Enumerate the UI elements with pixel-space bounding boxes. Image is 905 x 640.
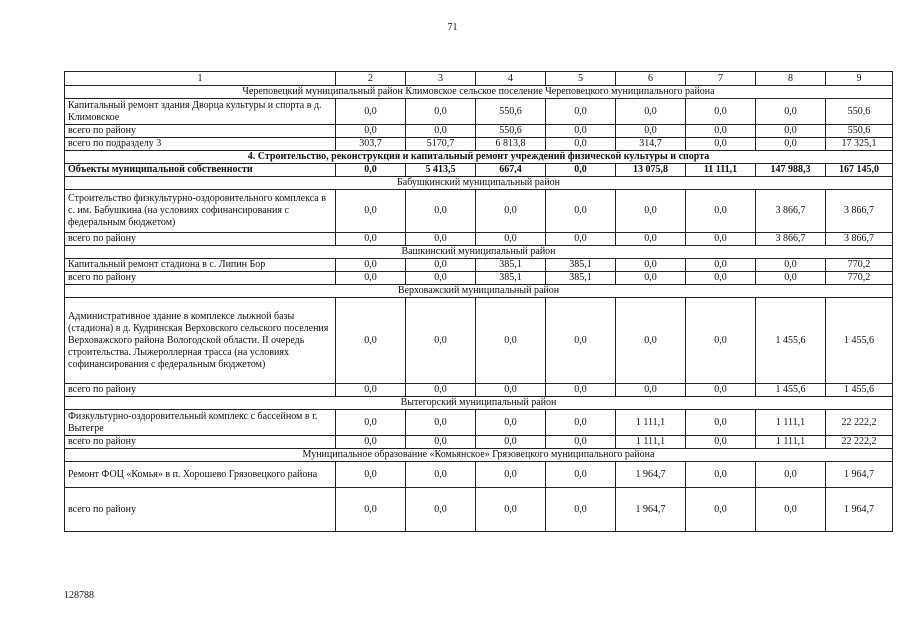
value-cell: 0,0 (406, 233, 476, 246)
district-heading-row (65, 285, 893, 298)
table-row (65, 410, 893, 436)
value-cell: 314,7 (616, 138, 686, 151)
value-cell: 0,0 (476, 298, 546, 384)
table-row (65, 488, 893, 532)
value-cell: 0,0 (546, 190, 616, 233)
value-cell: 0,0 (476, 410, 546, 436)
value-cell: 0,0 (616, 384, 686, 397)
table-row (65, 190, 893, 233)
value-cell: 0,0 (686, 125, 756, 138)
value-cell: 0,0 (406, 125, 476, 138)
value-cell: 0,0 (686, 436, 756, 449)
value-cell: 0,0 (476, 462, 546, 488)
value-cell: 0,0 (476, 436, 546, 449)
value-cell: 0,0 (406, 272, 476, 285)
table-row (65, 384, 893, 397)
value-cell: 0,0 (546, 436, 616, 449)
value-cell: 1 964,7 (826, 488, 893, 532)
value-cell: 0,0 (336, 259, 406, 272)
section-heading-row (65, 151, 893, 164)
value-cell: 0,0 (336, 272, 406, 285)
value-cell: 17 325,1 (826, 138, 893, 151)
value-cell: 0,0 (476, 384, 546, 397)
value-cell: 22 222,2 (826, 410, 893, 436)
value-cell: 11 111,1 (686, 164, 756, 177)
value-cell: 3 866,7 (826, 190, 893, 233)
value-cell: 0,0 (546, 138, 616, 151)
value-cell: 5 413,5 (406, 164, 476, 177)
value-cell: 3 866,7 (826, 233, 893, 246)
column-number: 1 (65, 72, 336, 86)
value-cell: 303,7 (336, 138, 406, 151)
value-cell: 0,0 (336, 462, 406, 488)
value-cell: 0,0 (686, 138, 756, 151)
value-cell: 0,0 (686, 190, 756, 233)
value-cell: 0,0 (546, 99, 616, 125)
value-cell: 5170,7 (406, 138, 476, 151)
table-row (65, 298, 893, 384)
value-cell: 0,0 (756, 272, 826, 285)
row-label: всего по району (65, 125, 336, 138)
value-cell: 0,0 (686, 272, 756, 285)
value-cell: 6 813,8 (476, 138, 546, 151)
value-cell: 0,0 (406, 259, 476, 272)
value-cell: 550,6 (476, 125, 546, 138)
value-cell: 3 866,7 (756, 190, 826, 233)
value-cell: 667,4 (476, 164, 546, 177)
table-row (65, 233, 893, 246)
district-title: Вашкинский муниципальный район (65, 246, 893, 259)
column-number: 3 (406, 72, 476, 86)
value-cell: 1 964,7 (826, 462, 893, 488)
value-cell: 0,0 (616, 190, 686, 233)
table-row (65, 125, 893, 138)
value-cell: 1 455,6 (826, 298, 893, 384)
table-body (65, 72, 893, 532)
value-cell: 1 964,7 (616, 488, 686, 532)
value-cell: 167 145,0 (826, 164, 893, 177)
section-title: 4. Строительство, реконструкция и капитальный ремонт учреждений физической культуры и спорта (65, 151, 893, 164)
value-cell: 0,0 (756, 488, 826, 532)
district-heading-row (65, 246, 893, 259)
value-cell: 0,0 (336, 298, 406, 384)
page-number: 71 (447, 22, 458, 33)
value-cell: 0,0 (686, 298, 756, 384)
value-cell: 770,2 (826, 259, 893, 272)
value-cell: 385,1 (476, 272, 546, 285)
value-cell: 550,6 (476, 99, 546, 125)
row-label: всего по району (65, 233, 336, 246)
value-cell: 1 455,6 (756, 298, 826, 384)
value-cell: 0,0 (336, 190, 406, 233)
value-cell: 0,0 (616, 99, 686, 125)
value-cell: 1 111,1 (616, 410, 686, 436)
value-cell: 0,0 (756, 138, 826, 151)
district-title: Вытегорский муниципальный район (65, 397, 893, 410)
value-cell: 0,0 (406, 99, 476, 125)
value-cell: 1 111,1 (616, 436, 686, 449)
value-cell: 0,0 (336, 410, 406, 436)
row-label: Физкультурно-оздоровительный комплекс с бассейном в г. Вытегре (65, 410, 336, 436)
value-cell: 0,0 (336, 164, 406, 177)
value-cell: 0,0 (686, 462, 756, 488)
value-cell: 0,0 (336, 233, 406, 246)
row-label: Капитальный ремонт здания Дворца культуры и спорта в д. Климовское (65, 99, 336, 125)
value-cell: 0,0 (686, 384, 756, 397)
table-row (65, 436, 893, 449)
table-row (65, 138, 893, 151)
value-cell: 550,6 (826, 125, 893, 138)
district-title: Верховажский муниципальный район (65, 285, 893, 298)
document-code: 128788 (64, 590, 94, 601)
value-cell: 0,0 (406, 384, 476, 397)
value-cell: 0,0 (406, 488, 476, 532)
district-title: Череповецкий муниципальный район Климовское сельское поселение Череповецкого муниципального района (65, 86, 893, 99)
column-number: 6 (616, 72, 686, 86)
value-cell: 0,0 (546, 410, 616, 436)
value-cell: 1 455,6 (756, 384, 826, 397)
value-cell: 0,0 (616, 272, 686, 285)
row-label: Объекты муниципальной собственности (65, 164, 336, 177)
value-cell: 0,0 (616, 298, 686, 384)
district-title: Бабушкинский муниципальный район (65, 177, 893, 190)
value-cell: 0,0 (616, 233, 686, 246)
row-label: всего по району (65, 488, 336, 532)
district-title: Муниципальное образование «Комьянское» Грязовецкого муниципального района (65, 449, 893, 462)
value-cell: 1 964,7 (616, 462, 686, 488)
value-cell: 0,0 (406, 298, 476, 384)
value-cell: 22 222,2 (826, 436, 893, 449)
value-cell: 0,0 (616, 125, 686, 138)
table-row (65, 164, 893, 177)
district-heading-row (65, 86, 893, 99)
row-label: Ремонт ФОЦ «Комья» в п. Хорошево Грязовецкого района (65, 462, 336, 488)
budget-table (64, 71, 893, 532)
value-cell: 0,0 (406, 410, 476, 436)
row-label: Административное здание в комплексе лыжной базы (стадиона) в д. Кудринская Верховского сельского поселения Верховажского района Вологодской области. II очередь строительства. Лыжероллерная трасса (на условиях софинансирования с федеральным бюджетом) (65, 298, 336, 384)
row-label: всего по району (65, 436, 336, 449)
value-cell: 147 988,3 (756, 164, 826, 177)
row-label: Капитальный ремонт стадиона в с. Липин Бор (65, 259, 336, 272)
value-cell: 0,0 (756, 125, 826, 138)
value-cell: 770,2 (826, 272, 893, 285)
value-cell: 0,0 (406, 436, 476, 449)
value-cell: 385,1 (546, 259, 616, 272)
table-row (65, 272, 893, 285)
column-number: 2 (336, 72, 406, 86)
column-number: 9 (826, 72, 893, 86)
value-cell: 0,0 (546, 462, 616, 488)
column-number: 5 (546, 72, 616, 86)
value-cell: 0,0 (756, 99, 826, 125)
value-cell: 0,0 (686, 488, 756, 532)
value-cell: 385,1 (476, 259, 546, 272)
value-cell: 1 111,1 (756, 410, 826, 436)
value-cell: 1 111,1 (756, 436, 826, 449)
value-cell: 0,0 (336, 99, 406, 125)
value-cell: 0,0 (686, 99, 756, 125)
value-cell: 550,6 (826, 99, 893, 125)
table-row (65, 462, 893, 488)
value-cell: 0,0 (686, 259, 756, 272)
value-cell: 0,0 (476, 190, 546, 233)
value-cell: 0,0 (546, 384, 616, 397)
value-cell: 0,0 (686, 410, 756, 436)
row-label: всего по району (65, 272, 336, 285)
district-heading-row (65, 177, 893, 190)
value-cell: 1 455,6 (826, 384, 893, 397)
value-cell: 0,0 (546, 488, 616, 532)
table-row (65, 259, 893, 272)
value-cell: 0,0 (476, 233, 546, 246)
district-heading-row (65, 397, 893, 410)
value-cell: 0,0 (336, 436, 406, 449)
value-cell: 0,0 (546, 164, 616, 177)
value-cell: 0,0 (616, 259, 686, 272)
column-number: 4 (476, 72, 546, 86)
value-cell: 0,0 (686, 233, 756, 246)
value-cell: 0,0 (546, 233, 616, 246)
column-number: 7 (686, 72, 756, 86)
value-cell: 3 866,7 (756, 233, 826, 246)
value-cell: 0,0 (756, 462, 826, 488)
row-label: всего по подразделу 3 (65, 138, 336, 151)
value-cell: 0,0 (336, 125, 406, 138)
row-label: всего по району (65, 384, 336, 397)
row-label: Строительство физкультурно-оздоровительного комплекса в с. им. Бабушкина (на условиях софинансирования с федеральным бюджетом) (65, 190, 336, 233)
table-row (65, 99, 893, 125)
value-cell: 0,0 (406, 190, 476, 233)
value-cell: 0,0 (476, 488, 546, 532)
value-cell: 0,0 (336, 488, 406, 532)
value-cell: 0,0 (336, 384, 406, 397)
value-cell: 13 075,8 (616, 164, 686, 177)
value-cell: 0,0 (546, 125, 616, 138)
column-number: 8 (756, 72, 826, 86)
column-number-row (65, 72, 893, 86)
value-cell: 0,0 (756, 259, 826, 272)
value-cell: 0,0 (546, 298, 616, 384)
value-cell: 385,1 (546, 272, 616, 285)
district-heading-row (65, 449, 893, 462)
value-cell: 0,0 (406, 462, 476, 488)
